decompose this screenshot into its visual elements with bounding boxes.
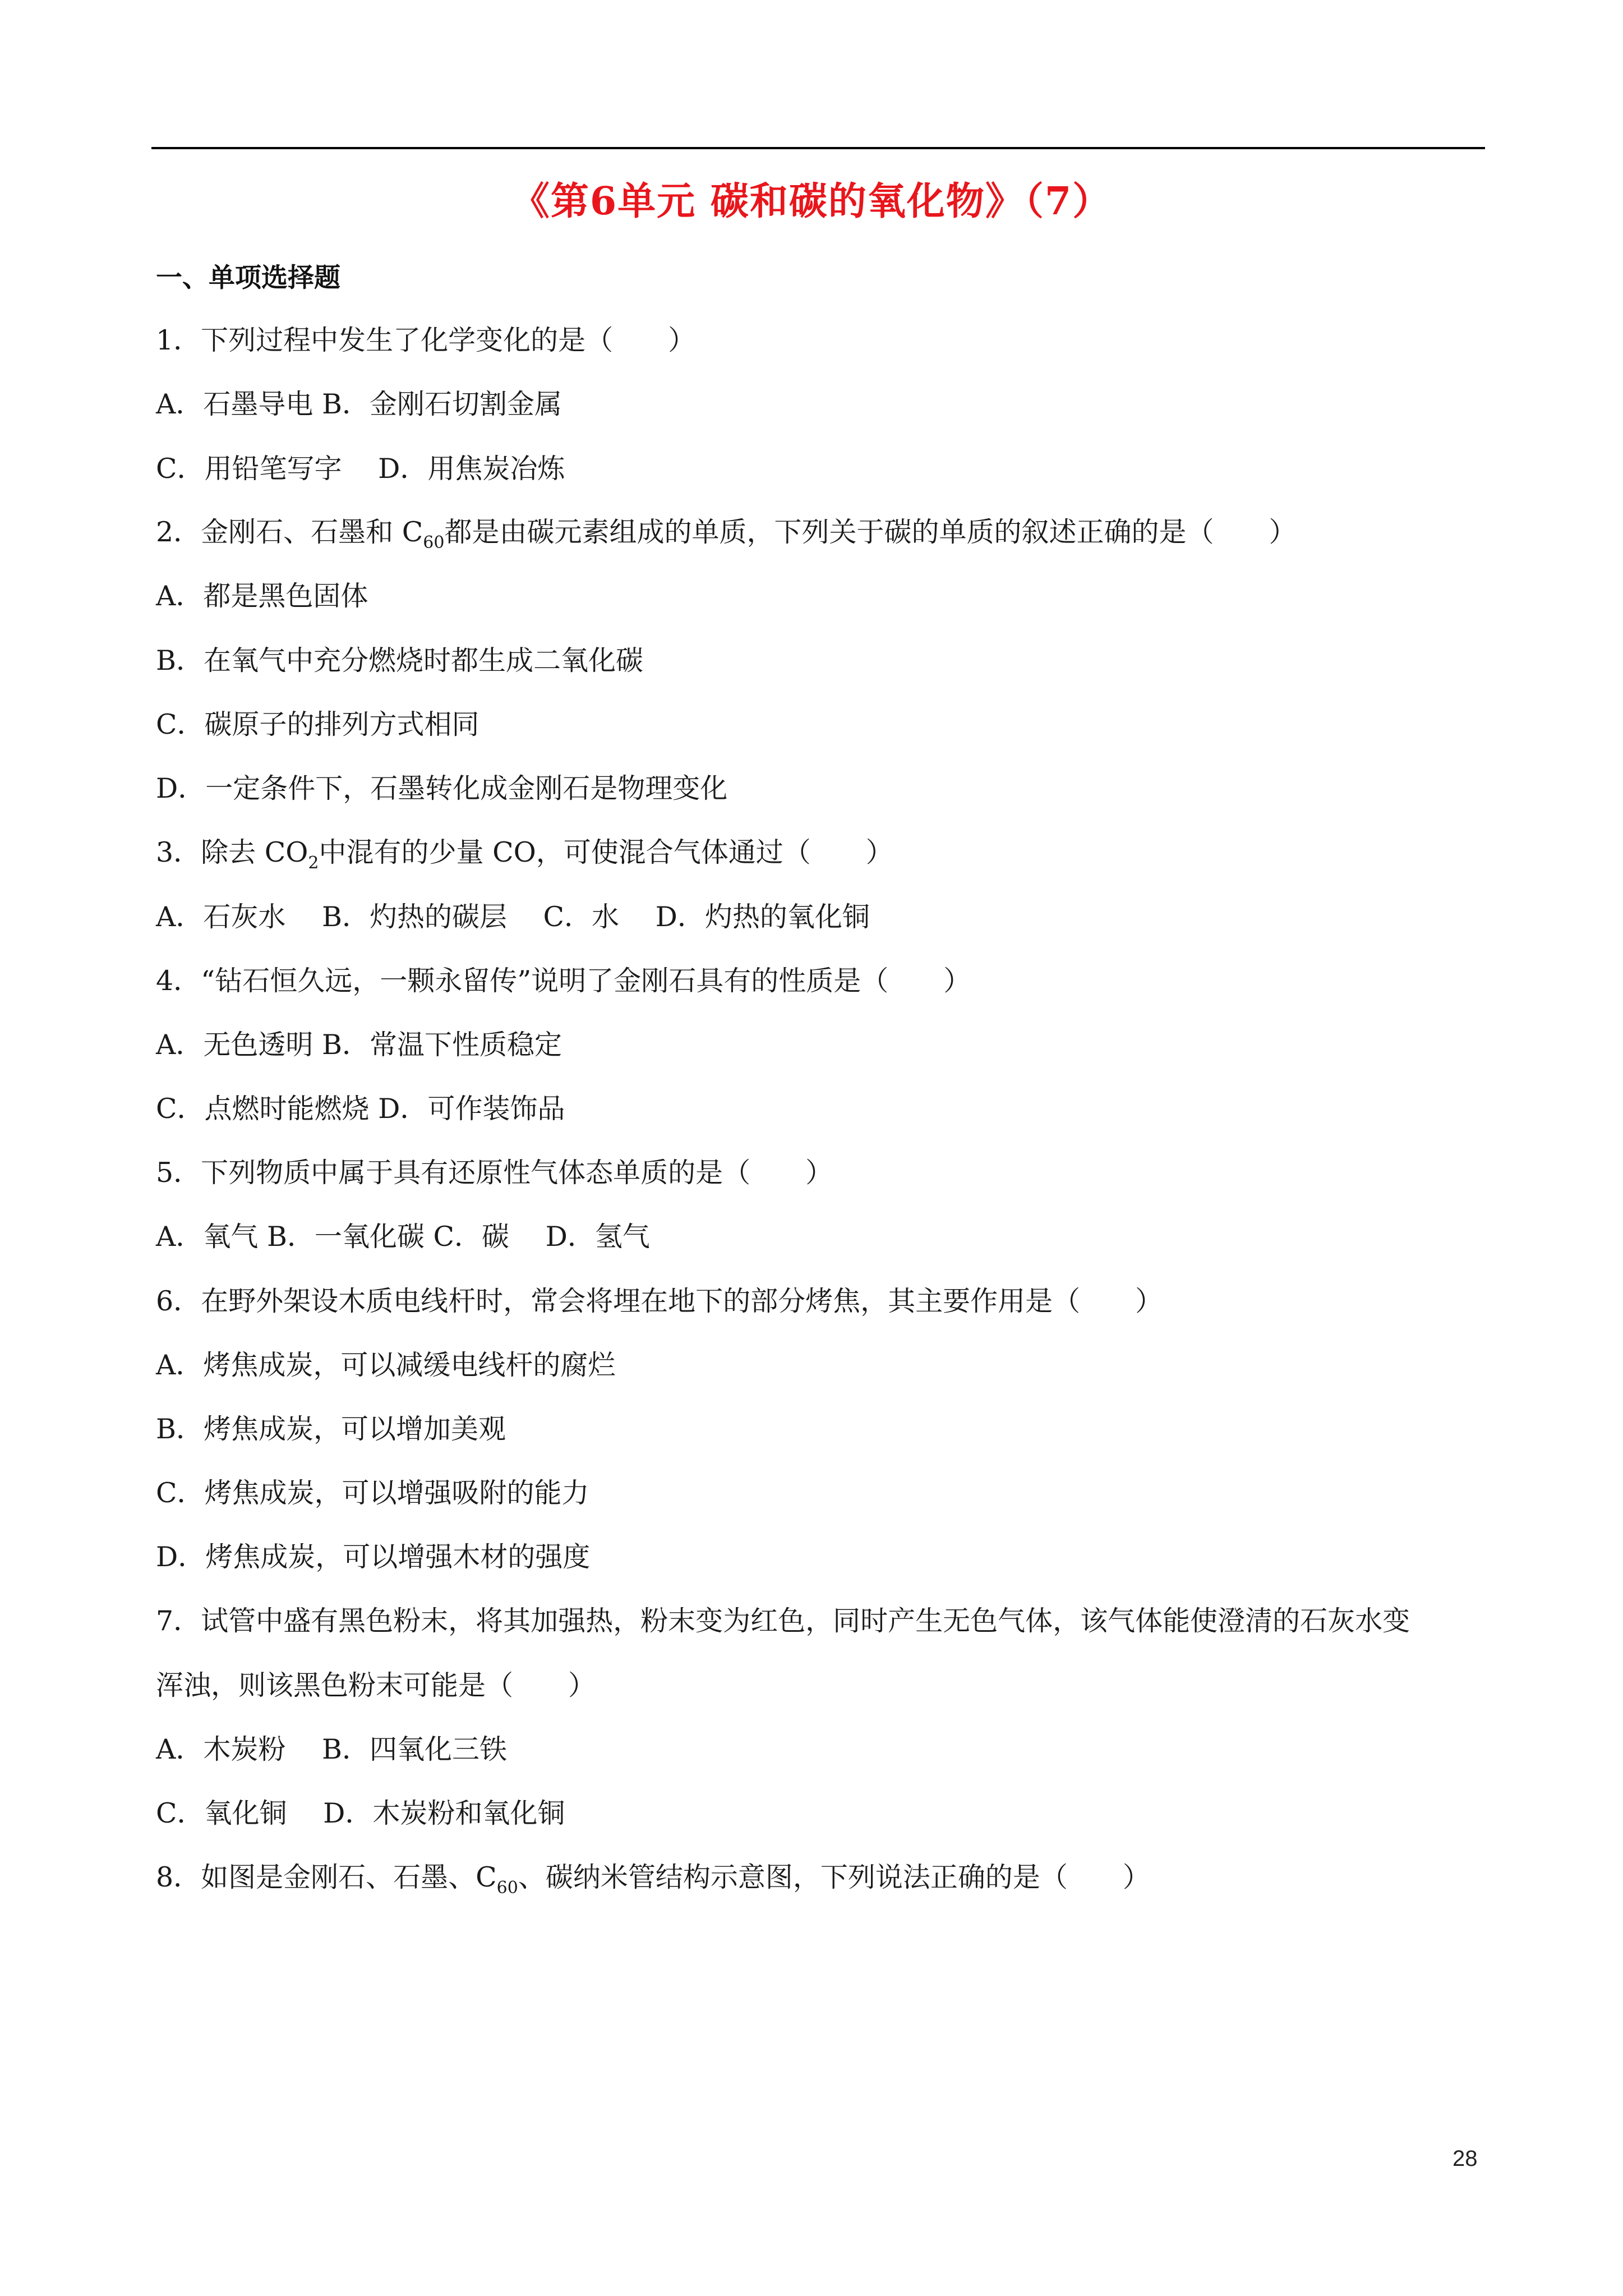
q2-option-a: A．都是黑色固体 bbox=[156, 580, 368, 612]
section-heading: 一、单项选择题 bbox=[156, 263, 340, 293]
q3-text-post: 中混有的少量 CO，可使混合气体通过（ ） bbox=[319, 836, 893, 868]
question-2 bbox=[156, 510, 1296, 553]
q3-options: A．石灰水 B．灼热的碳层 C．水 D．灼热的氧化铜 bbox=[156, 901, 870, 933]
question-8 bbox=[156, 1856, 1150, 1898]
q5-options: A．氧气 B．一氧化碳 C．碳 D．氢气 bbox=[156, 1221, 650, 1253]
q3-text-pre: 3．除去 CO bbox=[156, 836, 308, 868]
q6-option-a: A．烤焦成炭，可以减缓电线杆的腐烂 bbox=[156, 1349, 616, 1381]
q1-options-cd: C．用铅笔写字 D．用焦炭冶炼 bbox=[156, 453, 565, 485]
question-7-line-1: 7．试管中盛有黑色粉末，将其加强热，粉末变为红色，同时产生无色气体，该气体能使澄清的石灰水变 bbox=[156, 1605, 1410, 1637]
q6-option-d: D．烤焦成炭，可以增强木材的强度 bbox=[156, 1541, 591, 1573]
q7-options-cd: C．氧化铜 D．木炭粉和氧化铜 bbox=[156, 1797, 565, 1829]
q2-text-post: 都是由碳元素组成的单质，下列关于碳的单质的叙述正确的是（ ） bbox=[444, 516, 1297, 548]
q1-options-ab: A．石墨导电 B．金刚石切割金属 bbox=[156, 388, 562, 420]
question-6: 6．在野外架设木质电线杆时，常会将埋在地下的部分烤焦，其主要作用是（ ） bbox=[156, 1285, 1163, 1317]
q3-subscript: 2 bbox=[308, 853, 319, 873]
q2-option-c: C．碳原子的排列方式相同 bbox=[156, 708, 479, 740]
question-1: 1．下列过程中发生了化学变化的是（ ） bbox=[156, 324, 696, 356]
q7-options-ab: A．木炭粉 B．四氧化三铁 bbox=[156, 1733, 507, 1765]
question-5: 5．下列物质中属于具有还原性气体态单质的是（ ） bbox=[156, 1157, 833, 1189]
q2-text-pre: 2．金刚石、石墨和 C bbox=[156, 516, 423, 548]
question-4: 4．“钻石恒久远，一颗永留传”说明了金刚石具有的性质是（ ） bbox=[156, 965, 971, 997]
header-rule bbox=[151, 147, 1485, 149]
q4-options-cd: C．点燃时能燃烧 D．可作装饰品 bbox=[156, 1093, 565, 1125]
q6-option-c: C．烤焦成炭，可以增强吸附的能力 bbox=[156, 1477, 589, 1509]
question-7-line-2: 浑浊，则该黑色粉末可能是（ ） bbox=[156, 1669, 596, 1701]
q6-option-b: B．烤焦成炭，可以增加美观 bbox=[156, 1413, 506, 1445]
q4-options-ab: A．无色透明 B．常温下性质稳定 bbox=[156, 1029, 562, 1061]
page-number: 28 bbox=[1453, 2146, 1478, 2171]
q2-subscript: 60 bbox=[423, 533, 445, 553]
q8-text-post: 、碳纳米管结构示意图，下列说法正确的是（ ） bbox=[518, 1861, 1150, 1893]
question-3 bbox=[156, 831, 893, 873]
page-title: 《第6单元 碳和碳的氧化物》（7） bbox=[511, 179, 1112, 224]
q8-text-pre: 8．如图是金刚石、石墨、C bbox=[156, 1861, 497, 1893]
q2-option-b: B．在氧气中充分燃烧时都生成二氧化碳 bbox=[156, 645, 644, 677]
q2-option-d: D．一定条件下，石墨转化成金刚石是物理变化 bbox=[156, 772, 728, 804]
q8-subscript: 60 bbox=[496, 1878, 518, 1898]
